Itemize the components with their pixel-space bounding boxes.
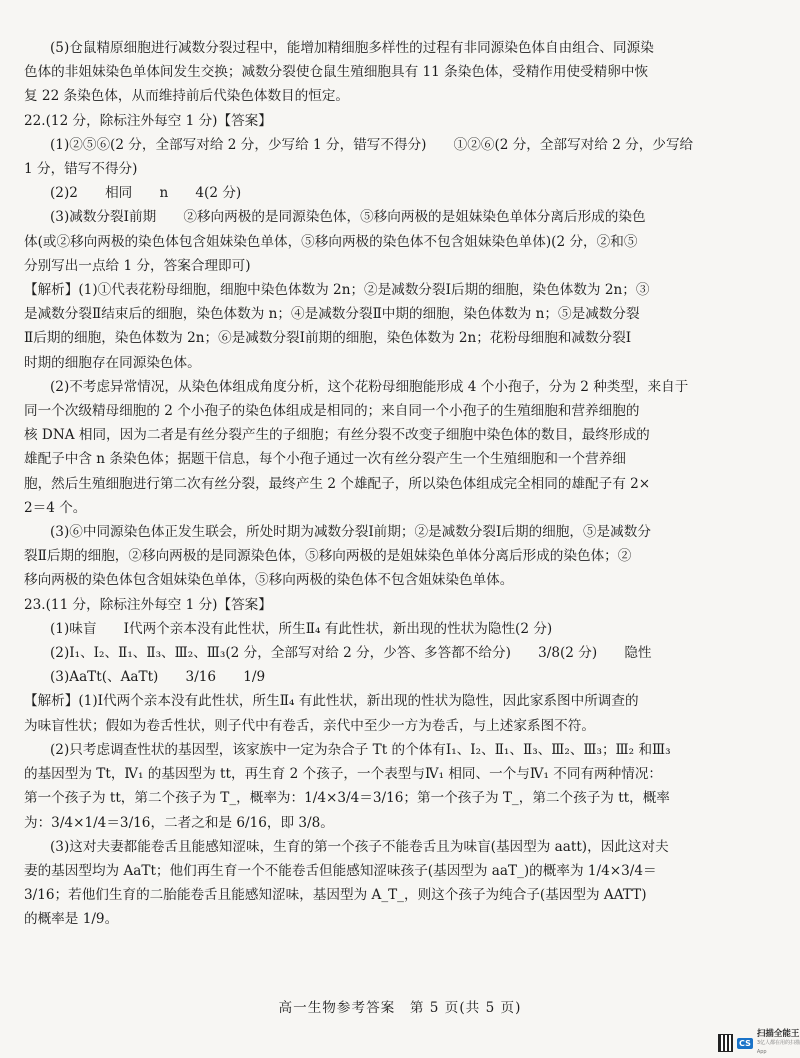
text-line: (2)Ⅰ₁、Ⅰ₂、Ⅱ₁、Ⅱ₃、Ⅲ₂、Ⅲ₃(2 分，全部写对给 2 分，少答、多答都不给分) 3/8(2 分) 隐性 [50, 645, 652, 662]
text-line: (3)减数分裂Ⅰ前期 ②移向两极的是同源染色体，⑤移向两极的是姐妹染色单体分离后形成的染色 [50, 209, 646, 226]
question-22-heading: 22.(12 分，除标注外每空 1 分)【答案】 [24, 112, 272, 129]
analysis-22-line: 【解析】(1)①代表花粉母细胞，细胞中染色体数为 2n；②是减数分裂Ⅰ后期的细胞，染色体数为 2n；③ [24, 282, 650, 299]
text-line: (3)⑥中同源染色体正发生联会，所处时期为减数分裂Ⅰ前期；②是减数分裂Ⅰ后期的细胞，⑤是减数分 [50, 524, 651, 541]
text-line: 时期的细胞存在同源染色体。 [24, 354, 201, 371]
text-line: (5)仓鼠精原细胞进行减数分裂过程中，能增加精细胞多样性的过程有非同源染色体自由组合、同源染 [50, 40, 654, 56]
text-line: 分别写出一点给 1 分，答案合理即可) [24, 257, 251, 274]
text-line: 色体的非姐妹染色单体间发生交换；减数分裂使仓鼠生殖细胞具有 11 条染色体，受精作用使受精卵中恢 [24, 64, 649, 81]
analysis-23-line: 【解析】(1)Ⅰ代两个亲本没有此性状，所生Ⅱ₄ 有此性状，新出现的性状为隐性，因此家系图中所调查的 [24, 693, 639, 710]
scanner-watermark [718, 1028, 800, 1055]
text-line: (2)不考虑异常情况，从染色体组成角度分析，这个花粉母细胞能形成 4 个小孢子，分为 2 种类型，来自于 [50, 378, 689, 395]
text-line: 为味盲性状；假如为卷舌性状，则子代中有卷舌，亲代中至少一方为卷舌，与上述家系图不符。 [24, 717, 595, 734]
answer-content [24, 36, 748, 932]
text-line: 胞，然后生殖细胞进行第二次有丝分裂，最终产生 2 个雄配子，所以染色体组成完全相同的雄配子有 2× [24, 475, 651, 492]
text-line: 1 分，错写不得分) [24, 161, 138, 178]
text-line: 为：3/4×1/4＝3/16，二者之和是 6/16，即 3/8。 [24, 814, 334, 831]
text-line: (1)味盲 Ⅰ代两个亲本没有此性状，所生Ⅱ₄ 有此性状，新出现的性状为隐性(2 分) [50, 620, 553, 637]
watermark-sub: 3亿人都在用的扫描App [756, 1039, 800, 1055]
text-line: (1)②⑤⑥(2 分，全部写对给 2 分，少写给 1 分，错写不得分) ①②⑥(2 分，全部写对给 2 分，少写给 [50, 136, 694, 153]
text-line: 是减数分裂Ⅱ结束后的细胞，染色体数为 n；④是减数分裂Ⅱ中期的细胞，染色体数为 n；⑤是减数分裂 [24, 306, 640, 323]
text-line: (2)2 相同 n 4(2 分) [50, 185, 242, 202]
text-line: (3)AaTt(、AaTt) 3/16 1/9 [50, 669, 266, 686]
text-line: 雄配子中含 n 条染色体；据题干信息，每个小孢子通过一次有丝分裂产生一个生殖细胞和一个营养细 [24, 451, 626, 468]
text-line: 的基因型为 Tt，Ⅳ₁ 的基因型为 tt，再生育 2 个孩子，一个表型与Ⅳ₁ 相同、一个与Ⅳ₁ 不同有两种情况： [24, 766, 663, 783]
text-line: Ⅱ后期的细胞，染色体数为 2n；⑥是减数分裂Ⅰ前期的细胞，染色体数为 2n；花粉母细胞和减数分裂Ⅰ [24, 330, 632, 347]
text-line: 移向两极的染色体包含姐妹染色单体，⑤移向两极的染色体不包含姐妹染色单体。 [24, 572, 514, 589]
camscanner-logo-icon: CS [739, 1038, 751, 1048]
text-line: 3/16；若他们生育的二胎能卷舌且能感知涩味，基因型为 A_T_，则这个孩子为纯合子(基因型为 AATT) [24, 887, 647, 904]
watermark-text [757, 1030, 800, 1057]
watermark-main: 扫描全能王 [756, 1028, 800, 1039]
text-line: 复 22 条染色体，从而维持前后代染色体数目的恒定。 [24, 88, 350, 105]
text-line: 的概率是 1/9。 [24, 911, 119, 928]
text-line: 2＝4 个。 [24, 499, 87, 516]
text-line: 妻的基因型均为 AaTt；他们再生育一个不能卷舌但能感知涩味孩子(基因型为 aaT_)的概率为 1/4×3/4＝ [24, 862, 657, 879]
question-23-heading: 23.(11 分，除标注外每空 1 分)【答案】 [24, 596, 272, 613]
text-line: (2)只考虑调查性状的基因型，该家族中一定为杂合子 Tt 的个体有Ⅰ₁、Ⅰ₂、Ⅱ₁、Ⅱ₃、Ⅲ₂、Ⅲ₃；Ⅲ₂ 和Ⅲ₃ [50, 741, 671, 758]
qr-code-icon [718, 1034, 733, 1052]
text-line: 第一个孩子为 tt，第二个孩子为 T_，概率为：1/4×3/4＝3/16；第一个孩子为 T_，第二个孩子为 tt，概率 [24, 790, 670, 807]
text-line: 体(或②移向两极的染色体包含姐妹染色单体，⑤移向两极的染色体不包含姐妹染色单体)(2 分，②和⑤ [24, 233, 638, 250]
page-footer: 高一生物参考答案 第 5 页(共 5 页) [278, 1000, 522, 1016]
text-line: 裂Ⅱ后期的细胞，②移向两极的是同源染色体，⑤移向两极的是姐妹染色单体分离后形成的染色体；② [24, 548, 632, 565]
text-line: 核 DNA 相同，因为二者是有丝分裂产生的子细胞；有丝分裂不改变子细胞中染色体的数目，最终形成的 [24, 427, 650, 444]
text-line: (3)这对夫妻都能卷舌且能感知涩味，生育的第一个孩子不能卷舌且为味盲(基因型为 aatt)，因此这对夫 [50, 838, 669, 855]
text-line: 同一个次级精母细胞的 2 个小孢子的染色体组成是相同的；来自同一个小孢子的生殖细胞和营养细胞的 [24, 403, 640, 420]
